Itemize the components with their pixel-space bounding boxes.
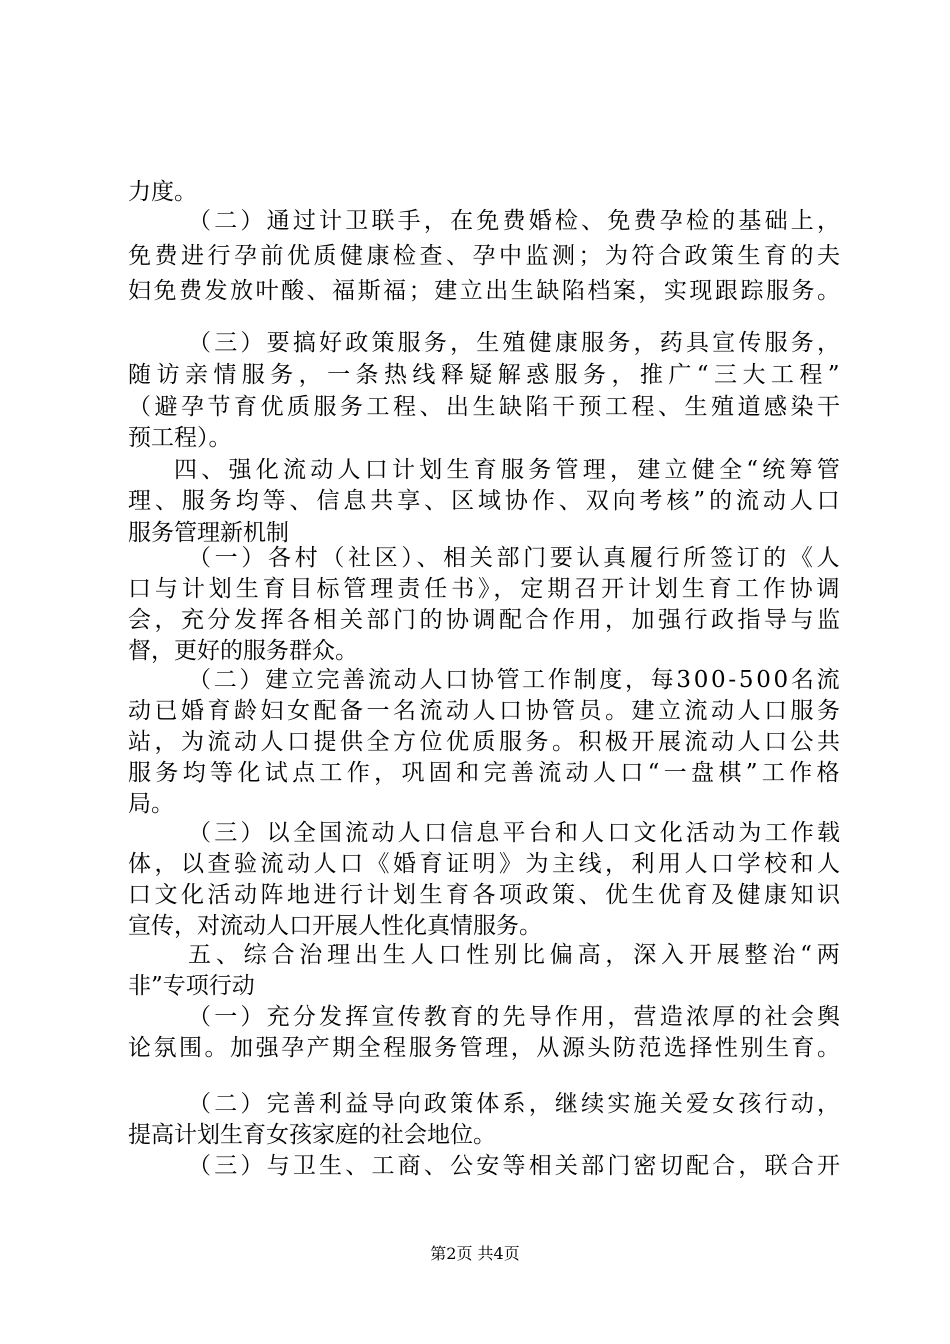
text-line: 宣传，对流动人口开展人性化真情服务。 <box>128 913 542 939</box>
text-line: 督，更好的服务群众。 <box>128 638 358 664</box>
text-line: （三）要搞好政策服务，生殖健康服务，药具宣传服务， <box>188 330 844 356</box>
text-line: 动已婚育龄妇女配备一名流动人口协管员。建立流动人口服务 <box>128 698 844 724</box>
text-line: （二）完善利益导向政策体系，继续实施关爱女孩行动， <box>188 1091 844 1117</box>
text-line: （一）充分发挥宣传教育的先导作用，营造浓厚的社会舆 <box>188 1004 844 1030</box>
text-line: （二）通过计卫联手，在免费婚检、免费孕检的基础上， <box>188 208 844 234</box>
text-line: 提高计划生育女孩家庭的社会地位。 <box>128 1122 496 1148</box>
page-indicator: 第2页 共4页 <box>430 1244 520 1263</box>
text-line: （二）建立完善流动人口协管工作制度，每300-500名流 <box>188 667 843 693</box>
text-line: 论氛围。加强孕产期全程服务管理，从源头防范选择性别生育。 <box>128 1035 843 1061</box>
section-heading: 五、综合治理出生人口性别比偏高，深入开展整治“两 <box>188 942 845 968</box>
text-line: 体，以查验流动人口《婚育证明》为主线，利用人口学校和人 <box>128 851 844 877</box>
text-line: 预工程）。 <box>128 425 232 451</box>
text-line: 随访亲情服务，一条热线释疑解惑服务，推广“三大工程” <box>128 362 845 388</box>
text-line: （三）以全国流动人口信息平台和人口文化活动为工作载 <box>188 820 844 846</box>
text-line: 口与计划生育目标管理责任书》，定期召开计划生育工作协调 <box>128 576 844 602</box>
text-line: （避孕节育优质服务工程、出生缺陷干预工程、生殖道感染干 <box>128 394 844 420</box>
section-heading: 四、强化流动人口计划生育服务管理，建立健全“统筹管 <box>174 457 845 483</box>
section-heading: 非”专项行动 <box>128 973 255 999</box>
section-heading: 理、服务均等、信息共享、区域协作、双向考核”的流动人口 <box>128 488 844 514</box>
text-line: 免费进行孕前优质健康检查、孕中监测；为符合政策生育的夫 <box>128 243 844 269</box>
text-line: 妇免费发放叶酸、福斯福；建立出生缺陷档案，实现跟踪服务。 <box>128 278 843 304</box>
text-line: 口文化活动阵地进行计划生育各项政策、优生优育及健康知识 <box>128 882 844 908</box>
text-line: （三）与卫生、工商、公安等相关部门密切配合，联合开 <box>188 1153 844 1179</box>
text-line: 站，为流动人口提供全方位优质服务。积极开展流动人口公共 <box>128 729 844 755</box>
text-line: 力度。 <box>128 179 197 205</box>
text-line: 局。 <box>128 791 174 817</box>
text-line: （一）各村（社区）、相关部门要认真履行所签订的《人 <box>188 545 844 571</box>
text-line: 服务均等化试点工作，巩固和完善流动人口“一盘棋”工作格 <box>128 760 844 786</box>
section-heading: 服务管理新机制 <box>128 520 289 546</box>
text-line: 会，充分发挥各相关部门的协调配合作用，加强行政指导与监 <box>128 607 844 633</box>
